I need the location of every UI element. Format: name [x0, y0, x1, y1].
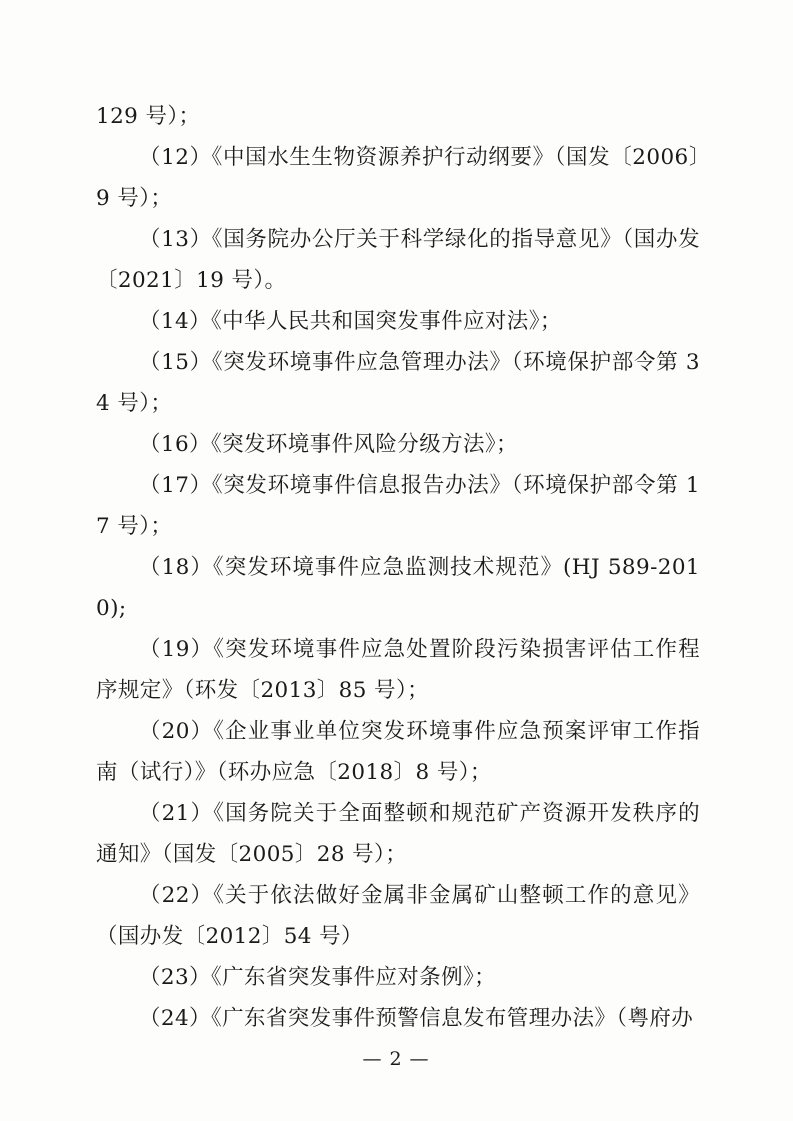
document-body — [96, 96, 700, 1039]
page-number-left-dash: — — [362, 1048, 384, 1070]
paragraph: （14）《中华人民共和国突发事件应对法》； — [139, 309, 562, 334]
paragraph: （24）《广东省突发事件预警信息发布管理办法》（粤府办 — [139, 1006, 694, 1031]
paragraph: （21）《国务院关于全面整顿和规范矿产资源开发秩序的通知》（国发〔2005〕28 号）； — [96, 801, 700, 867]
page-number-right-dash: — — [409, 1048, 431, 1070]
paragraph: （16）《突发环境事件风险分级方法》； — [139, 432, 518, 457]
paragraph: （17）《突发环境事件信息报告办法》（环境保护部令第 17 号）； — [96, 473, 700, 539]
paragraph: （13）《国务院办公厅关于科学绿化的指导意见》（国办发〔2021〕19 号）。 — [96, 227, 700, 293]
paragraph: （22）《关于依法做好金属非金属矿山整顿工作的意见》（国办发〔2012〕54 号） — [96, 883, 700, 949]
paragraph: （20）《企业事业单位突发环境事件应急预案评审工作指南（试行）》（环办应急〔2018〕8 号）； — [96, 719, 700, 785]
paragraph: 129 号）； — [96, 104, 201, 129]
paragraph: （15）《突发环境事件应急管理办法》（环境保护部令第 34 号）； — [96, 350, 700, 416]
paragraph: （19）《突发环境事件应急处置阶段污染损害评估工作程序规定》（环发〔2013〕85 号）； — [96, 637, 700, 703]
paragraph: （12）《中国水生生物资源养护行动纲要》（国发〔2006〕9 号）； — [96, 145, 700, 211]
page-number-value: 2 — [389, 1048, 404, 1070]
paragraph: （18）《突发环境事件应急监测技术规范》(HJ 589-2010); — [96, 555, 700, 621]
page-number — [0, 1048, 793, 1070]
paragraph: （23）《广东省突发事件应对条例》； — [139, 965, 497, 990]
